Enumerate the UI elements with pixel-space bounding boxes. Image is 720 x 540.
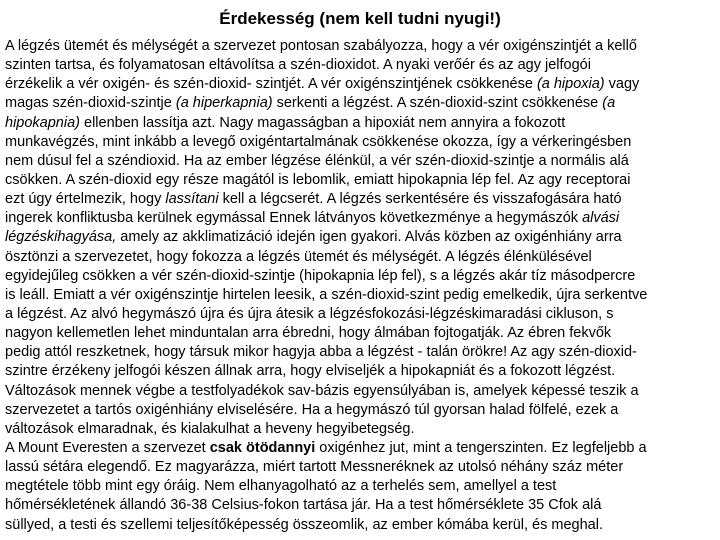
- text-line: [5, 439, 717, 458]
- text-line: [5, 228, 717, 247]
- text-run: ingerek konfliktusba kerülnek egymással Ennek látványos következménye a hegymászók: [5, 210, 583, 227]
- text-line: [5, 343, 717, 362]
- text-run: munkavégzés, mint inkább a levegő oxigéntartalmának csökkenése okozza, így a vérkeringésben: [5, 133, 632, 150]
- italic-term: hipokapnia): [5, 114, 80, 131]
- text-run: Változások mennek végbe a testfolyadékok sav-bázis egyensúlyában is, amelyek képessé teszik a: [5, 382, 639, 399]
- text-line: [5, 401, 717, 420]
- text-line: [5, 152, 717, 171]
- text-line: [5, 171, 717, 190]
- text-line: [5, 382, 717, 401]
- text-run: A légzés ütemét és mélységét a szervezet pontosan szabályozza, hogy a vér oxigénszintjét a kellő: [5, 38, 637, 54]
- text-run: lassú sétára elegendő. Ez magyarázza, miért tartott Messneréknek az utolsó néhány száz méter: [5, 459, 624, 476]
- text-line: [5, 75, 717, 94]
- text-line: [5, 458, 717, 477]
- text-run: ellenben lassítja azt. Nagy magasságban a hipoxiát nem annyira a fokozott: [79, 114, 566, 131]
- text-run: A Mount Everesten a szervezet: [5, 439, 210, 456]
- text-run: nagyon kellemetlen lehet minduntalan arra ébredni, hogy álmában fojtogatják. Az ébren fekvők: [5, 325, 612, 342]
- text-line: [5, 305, 717, 324]
- text-run: amely az akklimatizáció idején igen gyakori. Alvás közben az oxigénhiány arra: [116, 229, 622, 246]
- text-line: [5, 56, 717, 75]
- text-line: [5, 190, 717, 209]
- text-run: egyidejűleg csökken a vér szén-dioxid-szintje (hipokapnia lép fel), s a légzés akár tíz másodpercre: [5, 267, 636, 284]
- text-line: [5, 420, 717, 439]
- text-line: [5, 248, 717, 267]
- italic-term: alvási: [582, 210, 620, 227]
- text-line: [5, 114, 717, 133]
- text-run: érzékelik a vér oxigén- és szén-dioxid- szintjét. A vér oxigénszintjének csökkenése: [5, 76, 537, 93]
- text-run: nem dúsul fel a széndioxid. Ha az ember légzése élénkül, a vér szén-dioxid-szintje a normális alá: [5, 152, 629, 169]
- text-line: [5, 94, 717, 113]
- text-run: a légzést. Az alvó hegymászó újra és újra átesik a légzésfokozási-légzéskimaradási cikluson, s: [5, 305, 614, 322]
- italic-term: (a hiperkapnia): [175, 95, 273, 112]
- text-line: [5, 286, 717, 305]
- text-line: [5, 362, 717, 381]
- text-run: csökken. A szén-dioxid egy része magától is lebomlik, emiatt hipokapnia lép fel. Az agy receptorai: [5, 171, 631, 188]
- text-run: szervezetet a tartós oxigénhiány elviselésére. Ha a hegymászó túl gyorsan halad fölfelé, ezek a: [5, 401, 619, 418]
- text-run: szinten tartsa, és folyamatosan eltávolítsa a szén-dioxidot. A nyaki verőér és az agy jelfogói: [5, 57, 591, 74]
- text-run: ösztönzi a szervezetet, hogy fokozza a légzés ütemét és mélységét. A légzés élénkülésével: [5, 248, 592, 265]
- text-line: [5, 37, 717, 56]
- text-run: kell a légcserét. A légzés serkentésére és visszafogására ható: [218, 191, 622, 208]
- text-run: is leáll. Emiatt a vér oxigénszintje hirtelen leesik, a szén-dioxid-szint pedig emelkedik, újra serkentve: [5, 286, 648, 303]
- text-run: pedig attól reszketnek, hogy társuk mikor hagyja abba a légzést - talán örökre! Az agy szén-dioxid-: [5, 344, 637, 361]
- text-line: [5, 496, 717, 515]
- bold-term: csak ötödannyi: [209, 439, 316, 456]
- page-title: Érdekesség (nem kell tudni nyugi!): [219, 9, 501, 28]
- text-run: magas szén-dioxid-szintje: [5, 95, 176, 112]
- text-line: [5, 324, 717, 343]
- text-run: szintre érzékeny jelfogói készen állnak arra, hogy elviseljék a hipokapniát és a fokozott légzést.: [5, 363, 616, 380]
- italic-term: légzéskihagyása,: [5, 229, 117, 246]
- text-run: oxigénhez jut, mint a tengerszinten. Ez legfeljebb a: [315, 439, 647, 456]
- italic-term: (a hipoxia): [536, 76, 605, 93]
- text-run: vagy: [604, 76, 640, 93]
- italic-term: lassítani: [165, 191, 219, 208]
- text-line: [5, 133, 717, 152]
- body-text: [5, 37, 717, 535]
- text-line: [5, 209, 717, 228]
- text-run: süllyed, a testi és szellemi teljesítőképesség összeomlik, az ember kómába kerül, és meghal.: [5, 516, 603, 533]
- text-run: hőmérsékletének állandó 36-38 Celsius-fokon tartása jár. Ha a test hőmérséklete 35 Cfok alá: [5, 497, 602, 514]
- text-line: [5, 477, 717, 496]
- text-run: megtétele több mint egy óráig. Nem elhanyagolható az a terhelés sem, amellyel a test: [5, 478, 557, 495]
- text-run: ezt úgy értelmezik, hogy: [5, 191, 166, 208]
- text-run: serkenti a légzést. A szén-dioxid-szint csökkenése: [272, 95, 603, 112]
- italic-term: (a: [602, 95, 616, 112]
- text-line: [5, 267, 717, 286]
- text-run: változások elmaradnak, és kialakulhat a heveny hegyibetegség.: [5, 420, 415, 437]
- text-line: [5, 516, 717, 535]
